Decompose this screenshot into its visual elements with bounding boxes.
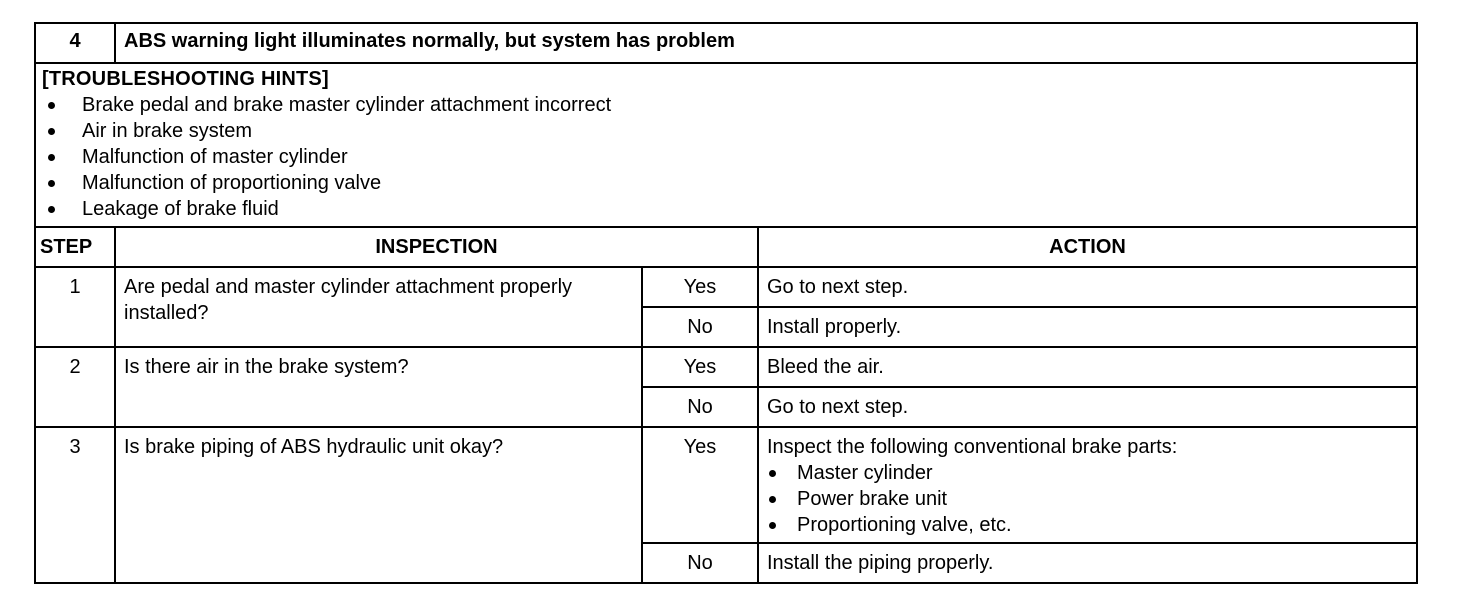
no-action: Go to next step. [758, 387, 1417, 427]
step-row [35, 267, 1417, 307]
no-label: No [642, 307, 758, 347]
yes-action: Go to next step. [758, 267, 1417, 307]
step-number: 1 [35, 267, 115, 347]
brake-part-item: Master cylinder [767, 460, 1416, 486]
troubleshooting-hints [35, 63, 1417, 227]
yes-action-text: Inspect the following conventional brake parts: [767, 436, 1178, 458]
hints-heading: [TROUBLESHOOTING HINTS] [42, 68, 329, 90]
hint-item: Malfunction of proportioning valve [42, 170, 1416, 196]
inspection-question: Is there air in the brake system? [115, 347, 642, 427]
step-row [35, 347, 1417, 387]
action-column-header: ACTION [758, 227, 1417, 267]
yes-action [758, 427, 1417, 543]
step-column-header: STEP [35, 227, 115, 267]
no-label: No [642, 387, 758, 427]
hint-item: Brake pedal and brake master cylinder attachment incorrect [42, 92, 1416, 118]
step-row [35, 427, 1417, 543]
hints-row [35, 63, 1417, 227]
no-label: No [642, 543, 758, 583]
hint-item: Air in brake system [42, 118, 1416, 144]
procedure-number: 4 [35, 23, 115, 63]
inspection-column-header: INSPECTION [115, 227, 758, 267]
hints-list [42, 92, 1416, 222]
procedure-title: ABS warning light illuminates normally, but system has problem [115, 23, 1417, 63]
hint-item: Leakage of brake fluid [42, 196, 1416, 222]
yes-label: Yes [642, 347, 758, 387]
inspection-question: Is brake piping of ABS hydraulic unit okay? [115, 427, 642, 583]
brake-part-item: Proportioning valve, etc. [767, 512, 1416, 538]
yes-label: Yes [642, 427, 758, 543]
inspection-question: Are pedal and master cylinder attachment properly installed? [115, 267, 642, 347]
step-number: 3 [35, 427, 115, 583]
yes-label: Yes [642, 267, 758, 307]
no-action: Install the piping properly. [758, 543, 1417, 583]
column-header-row [35, 227, 1417, 267]
no-action: Install properly. [758, 307, 1417, 347]
hint-item: Malfunction of master cylinder [42, 144, 1416, 170]
brake-part-item: Power brake unit [767, 486, 1416, 512]
step-number: 2 [35, 347, 115, 427]
yes-action: Bleed the air. [758, 347, 1417, 387]
troubleshooting-table [34, 22, 1418, 584]
procedure-header-row [35, 23, 1417, 63]
brake-parts-list [767, 460, 1416, 542]
